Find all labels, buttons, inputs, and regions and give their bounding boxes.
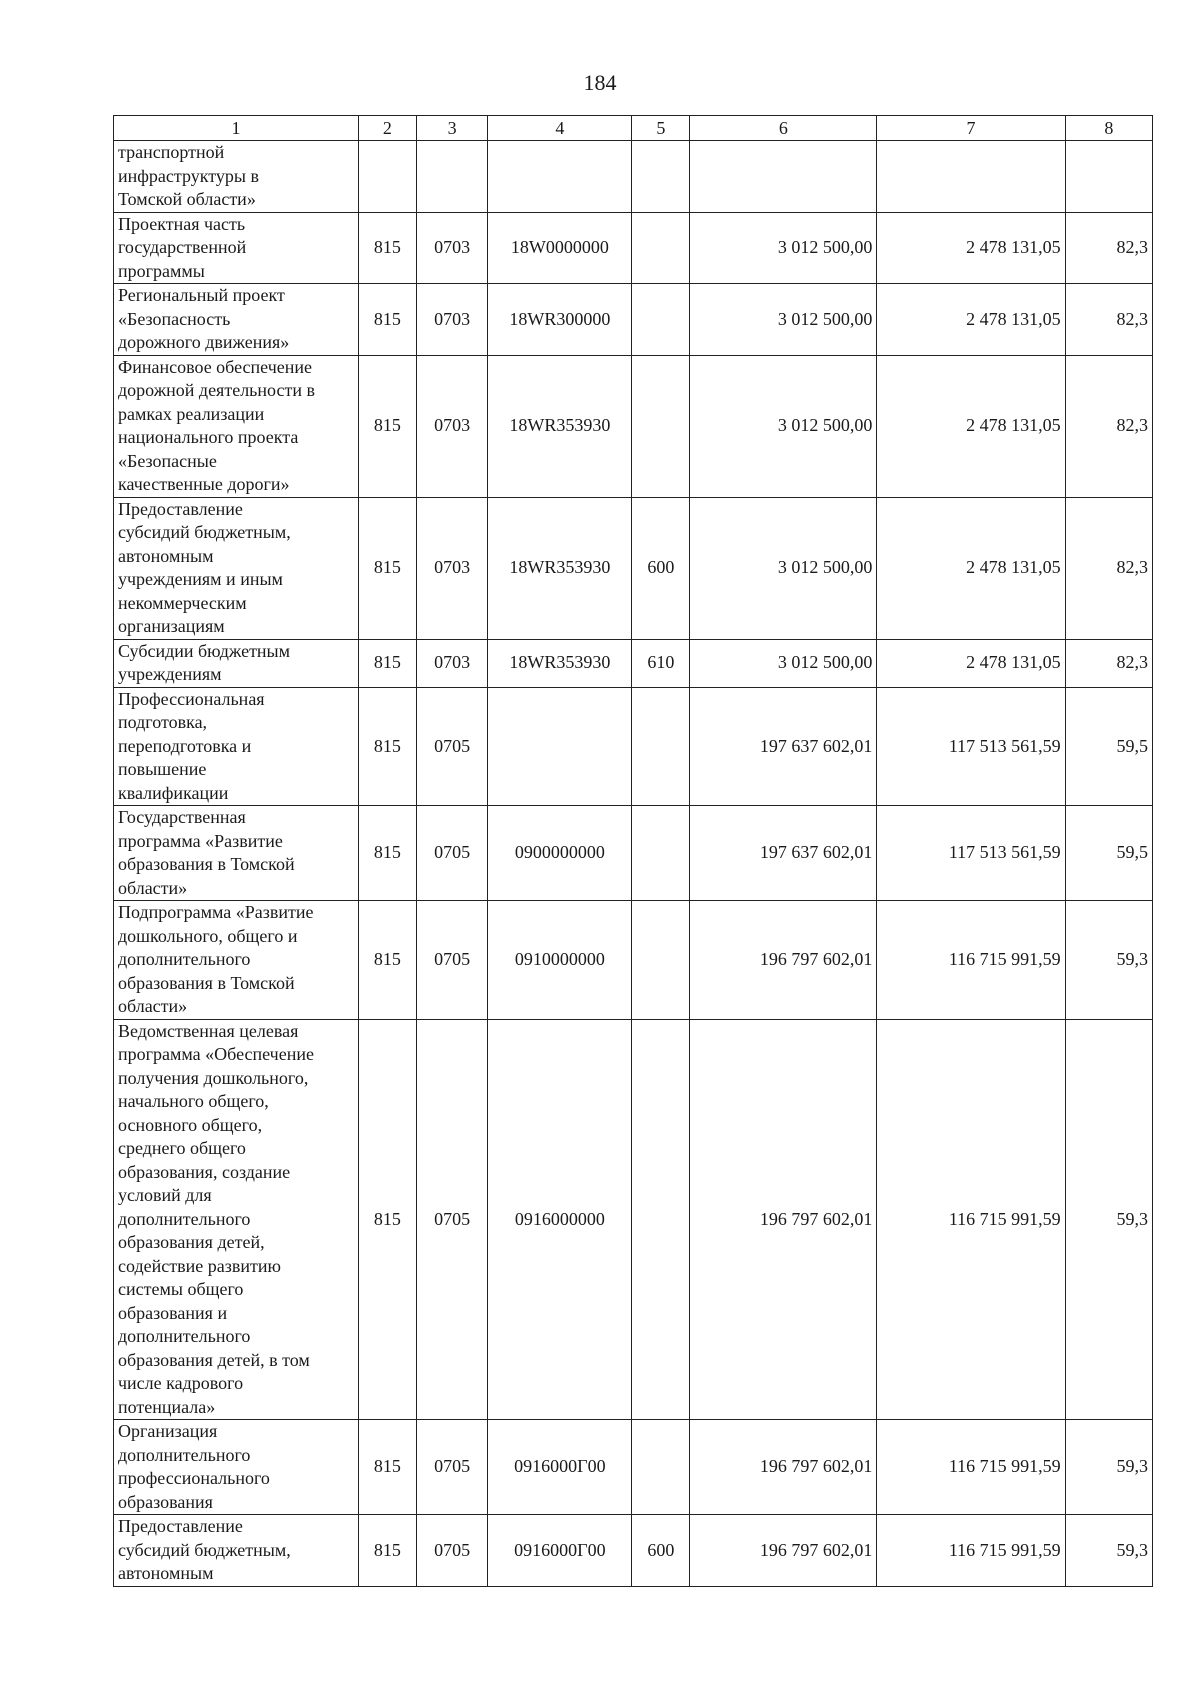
row-name-line: содействие развитию — [118, 1255, 281, 1276]
admin-code-cell: 815 — [359, 497, 417, 639]
table-row — [114, 639, 1153, 687]
row-name-line: автономным — [118, 1563, 214, 1583]
target-article-cell: 18WR353930 — [488, 639, 632, 687]
row-name-cell — [114, 806, 359, 901]
actual-amount-cell: 116 715 991,59 — [877, 1019, 1065, 1420]
plan-amount-cell: 3 012 500,00 — [690, 639, 877, 687]
row-name-line: государственной — [118, 237, 247, 257]
row-name-line: Профессиональная — [118, 688, 265, 709]
row-name-line: системы общего — [118, 1279, 244, 1299]
row-name-cell — [114, 901, 359, 1020]
row-name-cell — [114, 355, 359, 497]
percent-cell: 59,5 — [1065, 687, 1152, 806]
row-name-line: дошкольного, общего и — [118, 925, 298, 946]
row-name-line: дополнительного — [118, 1444, 251, 1465]
row-name-line: автономным — [118, 545, 214, 566]
expense-type-cell — [632, 355, 690, 497]
row-name-cell — [114, 1515, 359, 1587]
percent-cell: 59,5 — [1065, 806, 1152, 901]
target-article-cell: 0916000Г00 — [488, 1420, 632, 1515]
admin-code-cell: 815 — [359, 806, 417, 901]
row-name-line: области» — [118, 877, 188, 898]
row-name-line: Региональный проект — [118, 285, 285, 305]
table-row — [114, 1019, 1153, 1420]
plan-amount-cell: 197 637 602,01 — [690, 687, 877, 806]
row-name-line: национального проекта — [118, 427, 299, 447]
row-name-line: образования — [118, 1491, 213, 1512]
table-row — [114, 141, 1153, 213]
row-name-line: образования и — [118, 1302, 228, 1323]
target-article-cell: 0910000000 — [488, 901, 632, 1020]
target-article-cell — [488, 687, 632, 806]
section-code-cell: 0703 — [416, 355, 488, 497]
row-name-line: программы — [118, 260, 205, 281]
target-article-cell: 0900000000 — [488, 806, 632, 901]
actual-amount-cell: 116 715 991,59 — [877, 1420, 1065, 1515]
row-name-line: Томской области» — [118, 189, 256, 209]
admin-code-cell: 815 — [359, 1019, 417, 1420]
admin-code-cell: 815 — [359, 1515, 417, 1587]
row-name-cell — [114, 212, 359, 284]
row-name-cell — [114, 1420, 359, 1515]
percent-cell: 82,3 — [1065, 639, 1152, 687]
section-code-cell: 0703 — [416, 212, 488, 284]
percent-cell: 82,3 — [1065, 284, 1152, 356]
row-name-line: Субсидии бюджетным — [118, 640, 291, 661]
column-header: 4 — [488, 116, 632, 141]
row-name-line: Организация — [118, 1421, 218, 1441]
row-name-line: квалификации — [118, 782, 229, 803]
row-name-line: образования в Томской — [118, 854, 295, 874]
budget-table — [113, 115, 1153, 1587]
row-name-line: дорожной деятельности в — [118, 380, 315, 400]
admin-code-cell: 815 — [359, 1420, 417, 1515]
row-name-line: инфраструктуры в — [118, 165, 259, 186]
row-name-line: дополнительного — [118, 1326, 251, 1346]
expense-type-cell: 600 — [632, 497, 690, 639]
table-row — [114, 284, 1153, 356]
expense-type-cell — [632, 806, 690, 901]
expense-type-cell — [632, 1019, 690, 1420]
table-row — [114, 355, 1153, 497]
row-name-line: «Безопасность — [118, 308, 231, 329]
table-row — [114, 1420, 1153, 1515]
section-code-cell: 0705 — [416, 1515, 488, 1587]
plan-amount-cell: 196 797 602,01 — [690, 1019, 877, 1420]
row-name-line: подготовка, — [118, 712, 208, 732]
row-name-line: дорожного движения» — [118, 332, 290, 352]
table-row — [114, 212, 1153, 284]
target-article-cell — [488, 141, 632, 213]
section-code-cell: 0705 — [416, 1019, 488, 1420]
column-header: 8 — [1065, 116, 1152, 141]
plan-amount-cell: 3 012 500,00 — [690, 497, 877, 639]
row-name-line: «Безопасные — [118, 450, 217, 471]
percent-cell: 59,3 — [1065, 1019, 1152, 1420]
expense-type-cell — [632, 141, 690, 213]
row-name-line: Проектная часть — [118, 213, 246, 234]
plan-amount-cell: 3 012 500,00 — [690, 284, 877, 356]
row-name-line: некоммерческим — [118, 592, 247, 613]
target-article-cell: 18WR353930 — [488, 355, 632, 497]
plan-amount-cell: 3 012 500,00 — [690, 212, 877, 284]
row-name-line: основного общего, — [118, 1114, 263, 1135]
row-name-line: Ведомственная целевая — [118, 1020, 299, 1041]
admin-code-cell: 815 — [359, 355, 417, 497]
header-row — [114, 116, 1153, 141]
row-name-line: повышение — [118, 759, 207, 779]
actual-amount-cell — [877, 141, 1065, 213]
column-header: 3 — [416, 116, 488, 141]
row-name-cell — [114, 284, 359, 356]
row-name-line: образования детей, в том — [118, 1349, 310, 1370]
row-name-line: качественные дороги» — [118, 474, 290, 494]
column-header: 5 — [632, 116, 690, 141]
row-name-line: области» — [118, 996, 188, 1016]
table-row — [114, 1515, 1153, 1587]
page-number: 184 — [583, 70, 617, 95]
row-name-cell — [114, 141, 359, 213]
row-name-line: транспортной — [118, 142, 225, 162]
plan-amount-cell: 196 797 602,01 — [690, 901, 877, 1020]
row-name-line: образования, создание — [118, 1161, 291, 1182]
percent-cell: 59,3 — [1065, 1515, 1152, 1587]
row-name-line: образования в Томской — [118, 972, 295, 993]
admin-code-cell: 815 — [359, 639, 417, 687]
row-name-line: начального общего, — [118, 1091, 269, 1111]
section-code-cell: 0705 — [416, 1420, 488, 1515]
percent-cell: 59,3 — [1065, 1420, 1152, 1515]
row-name-line: образования детей, — [118, 1232, 265, 1252]
row-name-line: Подпрограмма «Развитие — [118, 902, 314, 922]
actual-amount-cell: 2 478 131,05 — [877, 284, 1065, 356]
row-name-line: Финансовое обеспечение — [118, 356, 313, 377]
admin-code-cell — [359, 141, 417, 213]
plan-amount-cell: 3 012 500,00 — [690, 355, 877, 497]
column-header: 2 — [359, 116, 417, 141]
actual-amount-cell: 116 715 991,59 — [877, 901, 1065, 1020]
actual-amount-cell: 117 513 561,59 — [877, 687, 1065, 806]
table-row — [114, 497, 1153, 639]
row-name-line: дополнительного — [118, 1208, 251, 1229]
row-name-line: программа «Обеспечение — [118, 1044, 314, 1064]
plan-amount-cell: 197 637 602,01 — [690, 806, 877, 901]
row-name-line: программа «Развитие — [118, 830, 283, 851]
actual-amount-cell: 116 715 991,59 — [877, 1515, 1065, 1587]
actual-amount-cell: 2 478 131,05 — [877, 497, 1065, 639]
table-body — [114, 141, 1153, 1587]
row-name-line: Государственная — [118, 807, 246, 827]
row-name-line: переподготовка и — [118, 735, 252, 756]
section-code-cell: 0705 — [416, 901, 488, 1020]
row-name-cell — [114, 1019, 359, 1420]
expense-type-cell — [632, 1420, 690, 1515]
row-name-line: субсидий бюджетным, — [118, 1539, 291, 1560]
table-row — [114, 901, 1153, 1020]
percent-cell: 82,3 — [1065, 212, 1152, 284]
row-name-line: организациям — [118, 616, 225, 636]
row-name-line: учреждениям — [118, 664, 222, 684]
table-row — [114, 687, 1153, 806]
admin-code-cell: 815 — [359, 901, 417, 1020]
section-code-cell: 0703 — [416, 284, 488, 356]
section-code-cell: 0705 — [416, 687, 488, 806]
target-article-cell: 18W0000000 — [488, 212, 632, 284]
percent-cell — [1065, 141, 1152, 213]
row-name-line: числе кадрового — [118, 1373, 244, 1393]
column-header: 6 — [690, 116, 877, 141]
section-code-cell: 0705 — [416, 806, 488, 901]
plan-amount-cell: 196 797 602,01 — [690, 1420, 877, 1515]
row-name-line: получения дошкольного, — [118, 1067, 309, 1088]
expense-type-cell — [632, 687, 690, 806]
expense-type-cell: 600 — [632, 1515, 690, 1587]
column-header: 1 — [114, 116, 359, 141]
plan-amount-cell: 196 797 602,01 — [690, 1515, 877, 1587]
row-name-line: учреждениям и иным — [118, 569, 283, 589]
row-name-line: рамках реализации — [118, 403, 265, 424]
row-name-cell — [114, 497, 359, 639]
admin-code-cell: 815 — [359, 212, 417, 284]
target-article-cell: 18WR300000 — [488, 284, 632, 356]
actual-amount-cell: 117 513 561,59 — [877, 806, 1065, 901]
row-name-cell — [114, 639, 359, 687]
row-name-line: субсидий бюджетным, — [118, 522, 291, 542]
row-name-line: Предоставление — [118, 1516, 243, 1536]
section-code-cell — [416, 141, 488, 213]
percent-cell: 82,3 — [1065, 497, 1152, 639]
table-row — [114, 806, 1153, 901]
row-name-line: условий для — [118, 1185, 212, 1205]
target-article-cell: 18WR353930 — [488, 497, 632, 639]
row-name-line: Предоставление — [118, 498, 243, 519]
plan-amount-cell — [690, 141, 877, 213]
target-article-cell: 0916000000 — [488, 1019, 632, 1420]
row-name-line: потенциала» — [118, 1396, 216, 1417]
admin-code-cell: 815 — [359, 687, 417, 806]
admin-code-cell: 815 — [359, 284, 417, 356]
row-name-line: дополнительного — [118, 949, 251, 969]
row-name-cell — [114, 687, 359, 806]
expense-type-cell: 610 — [632, 639, 690, 687]
section-code-cell: 0703 — [416, 639, 488, 687]
expense-type-cell — [632, 901, 690, 1020]
actual-amount-cell: 2 478 131,05 — [877, 212, 1065, 284]
expense-type-cell — [632, 284, 690, 356]
section-code-cell: 0703 — [416, 497, 488, 639]
percent-cell: 82,3 — [1065, 355, 1152, 497]
column-header: 7 — [877, 116, 1065, 141]
percent-cell: 59,3 — [1065, 901, 1152, 1020]
target-article-cell: 0916000Г00 — [488, 1515, 632, 1587]
actual-amount-cell: 2 478 131,05 — [877, 355, 1065, 497]
row-name-line: профессионального — [118, 1468, 270, 1488]
row-name-line: среднего общего — [118, 1138, 246, 1158]
actual-amount-cell: 2 478 131,05 — [877, 639, 1065, 687]
expense-type-cell — [632, 212, 690, 284]
